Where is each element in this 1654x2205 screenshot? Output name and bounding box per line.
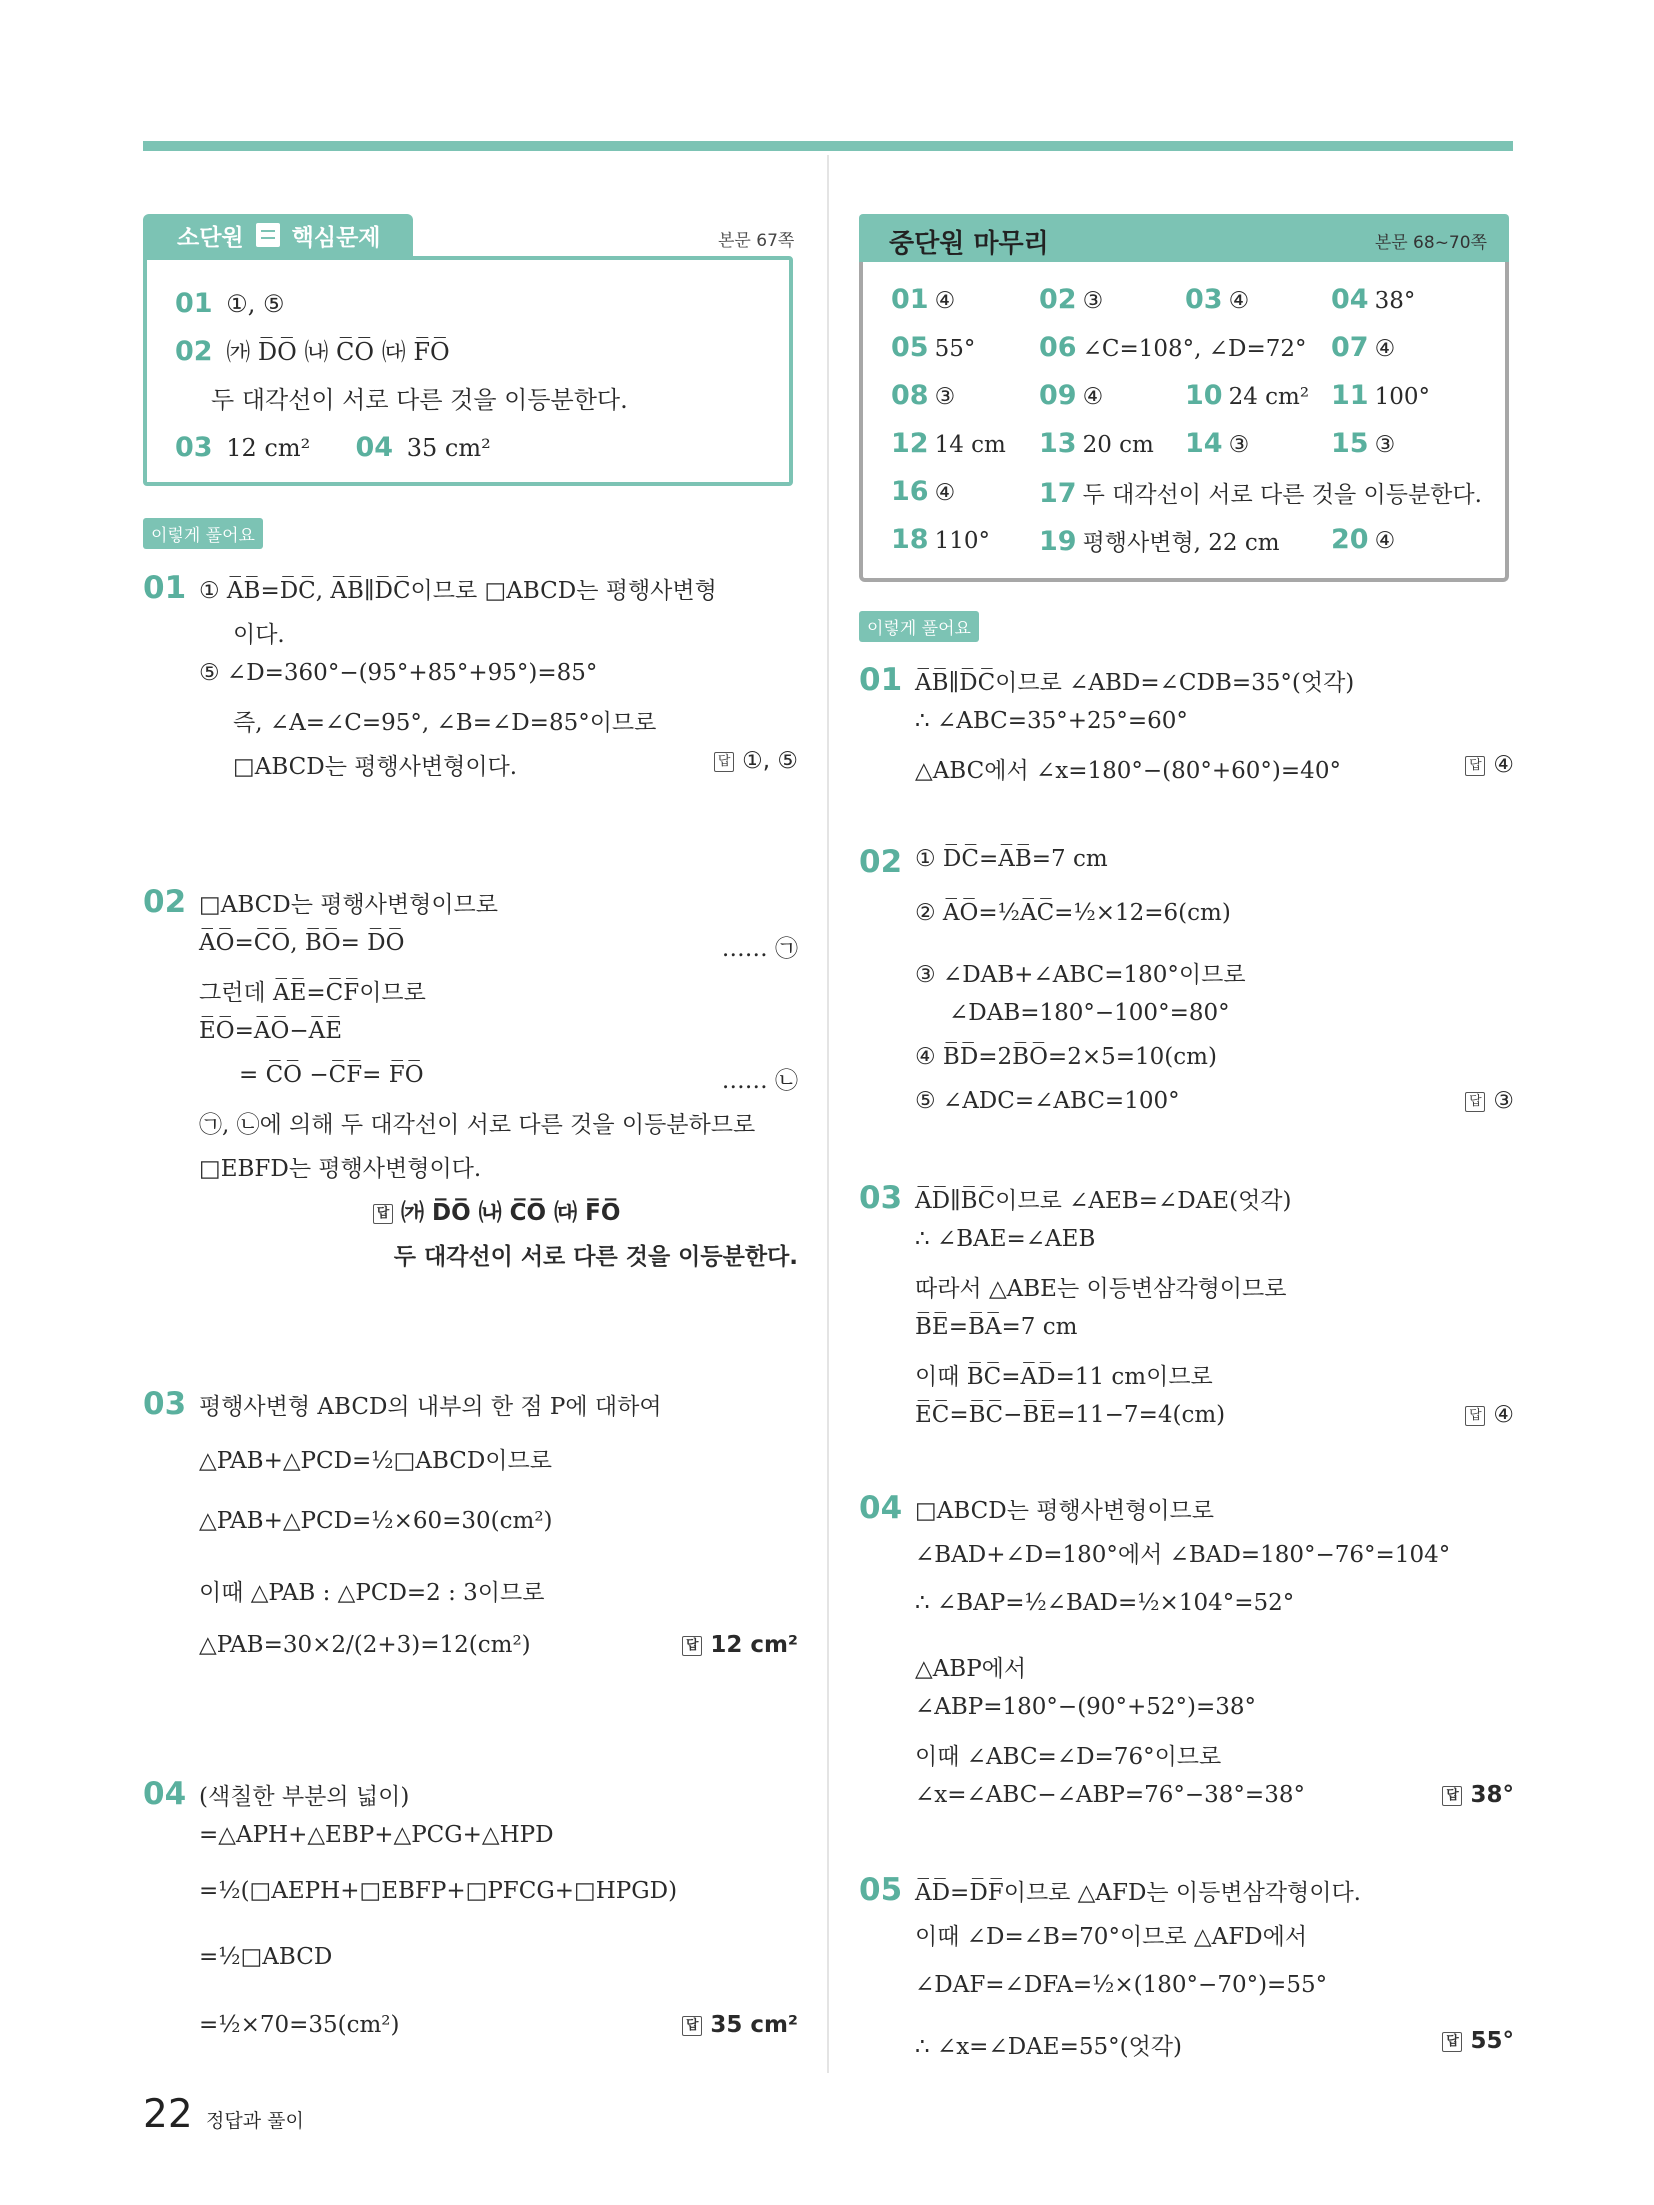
solution-line: ⑤ ∠ADC=∠ABC=100° [915, 1088, 1180, 1114]
answer-number: 01 [175, 288, 213, 319]
right-solution-01 [859, 662, 1514, 802]
solution-line: =½□ABCD [199, 1944, 333, 1970]
review-answer: 06 ∠C=108°, ∠D=72° [1039, 332, 1307, 363]
final-answer: 답 ④ [1465, 752, 1514, 778]
final-answer: 답 ④ [1465, 1402, 1514, 1428]
solution-line: ② A̅O̅=½A̅C̅=½×12=6(cm) [915, 900, 1231, 926]
review-answer: 11 100° [1331, 380, 1430, 411]
column-divider [827, 155, 829, 2073]
solution-line: B̅E̅=B̅A̅=7 cm [915, 1314, 1078, 1340]
solution-line: = C̅O̅ −C̅F̅= F̅O̅ [239, 1062, 424, 1088]
review-answer: 07 ④ [1331, 332, 1396, 363]
solution-number: 01 [143, 570, 187, 606]
answer-number: 03 [175, 432, 213, 463]
solution-line: =½(□AEPH+□EBFP+□PFCG+□HPGD) [199, 1878, 678, 1904]
answer-value: 두 대각선이 서로 다른 것을 이등분한다. [211, 386, 628, 414]
solution-label: 이렇게 풀어요 [143, 518, 263, 549]
final-answer: 답 ③ [1465, 1088, 1514, 1114]
solution-number: 01 [859, 662, 903, 698]
solution-line: A̅B̅∥D̅C̅이므로 ∠ABD=∠CDB=35°(엇각) [915, 670, 1355, 696]
small-unit-title: 핵심문제 [291, 224, 381, 251]
solution-line: ⑤ ∠D=360°−(95°+85°+95°)=85° [199, 660, 598, 686]
review-answer: 15 ③ [1331, 428, 1396, 459]
top-accent-bar [143, 141, 1513, 151]
review-answer: 16 ④ [891, 476, 956, 507]
solution-line: □EBFD는 평행사변형이다. [199, 1156, 482, 1182]
review-answer: 04 38° [1331, 284, 1416, 315]
final-answer: 답 ㈎ D̅O̅ ㈏ C̅O̅ ㈐ F̅O̅ [373, 1194, 620, 1227]
review-answer-box [859, 262, 1509, 582]
solution-line: A̅O̅=C̅O̅, B̅O̅= D̅O̅ [199, 930, 405, 956]
solution-line: △PAB+△PCD=½×60=30(cm²) [199, 1508, 553, 1534]
solution-line: ∴ ∠BAP=½∠BAD=½×104°=52° [915, 1590, 1295, 1616]
review-answer: 03 ④ [1185, 284, 1250, 315]
solution-line: △PAB+△PCD=½□ABCD이므로 [199, 1448, 552, 1474]
review-answer: 08 ③ [891, 380, 956, 411]
small-unit-page-ref: 본문 67쪽 [718, 231, 795, 251]
answer-line [175, 424, 761, 472]
review-answer: 09 ④ [1039, 380, 1104, 411]
solution-label: 이렇게 풀어요 [859, 611, 979, 642]
final-answer: 답 55° [1442, 2028, 1514, 2054]
review-answer: 19 평행사변형, 22 cm [1039, 526, 1280, 557]
solution-number: 05 [859, 1872, 903, 1908]
solution-line: ∠BAD+∠D=180°에서 ∠BAD=180°−76°=104° [915, 1542, 1451, 1568]
solution-line: =½×70=35(cm²) [199, 2012, 400, 2038]
solution-line: 이때 △PAB : △PCD=2 : 3이므로 [199, 1580, 545, 1606]
solution-line: =△APH+△EBP+△PCG+△HPD [199, 1822, 554, 1848]
solution-line: 이다. [233, 622, 285, 648]
solution-line: ㉠, ㉡에 의해 두 대각선이 서로 다른 것을 이등분하므로 [199, 1112, 756, 1138]
small-unit-prefix: 소단원 [177, 224, 244, 251]
final-answer: 답 12 cm² [682, 1632, 798, 1658]
equation-tag: …… ㉠ [721, 936, 798, 962]
solution-line: ∴ ∠BAE=∠AEB [915, 1226, 1096, 1252]
answer-line [175, 280, 761, 328]
review-answer: 20 ④ [1331, 524, 1396, 555]
solution-line: 이때 ∠D=∠B=70°이므로 △AFD에서 [915, 1924, 1308, 1950]
solution-line: A̅D̅=D̅F̅이므로 △AFD는 이등변삼각형이다. [915, 1880, 1361, 1906]
final-answer: 답 ①, ⑤ [714, 748, 798, 774]
solution-line: E̅O̅=A̅O̅−A̅E̅ [199, 1018, 343, 1044]
equation-tag: …… ㉡ [721, 1068, 798, 1094]
review-answer: 14 ③ [1185, 428, 1250, 459]
solution-number: 04 [143, 1776, 187, 1812]
solution-number: 03 [859, 1180, 903, 1216]
solution-line: □ABCD는 평행사변형이므로 [915, 1498, 1214, 1524]
review-answer: 18 110° [891, 524, 990, 555]
final-answer: 답 35 cm² [682, 2012, 798, 2038]
solution-line: ① A̅B̅=D̅C̅, A̅B̅∥D̅C̅이므로 □ABCD는 평행사변형 [199, 578, 717, 604]
solution-line: ∠DAB=180°−100°=80° [949, 1000, 1230, 1026]
answer-line [175, 328, 761, 376]
review-answer: 02 ③ [1039, 284, 1104, 315]
review-answer: 05 55° [891, 332, 976, 363]
review-page-ref: 본문 68~70쪽 [1374, 233, 1487, 253]
answer-value: 35 cm² [406, 434, 491, 462]
solution-line: ∠x=∠ABC−∠ABP=76°−38°=38° [915, 1782, 1305, 1808]
solution-line: ∠DAF=∠DFA=½×(180°−70°)=55° [915, 1972, 1328, 1998]
right-solution-02 [859, 844, 1514, 1134]
review-answer: 12 14 cm [891, 428, 1006, 459]
review-answer: 13 20 cm [1039, 428, 1154, 459]
solution-number: 04 [859, 1490, 903, 1526]
solution-number: 02 [859, 844, 903, 880]
right-solution-04 [859, 1490, 1514, 1820]
answer-number: 04 [355, 432, 394, 463]
solution-line: 평행사변형 ABCD의 내부의 한 점 P에 대하여 [199, 1394, 662, 1420]
book-icon [256, 223, 280, 247]
solution-line: □ABCD는 평행사변형이다. [233, 754, 518, 780]
solution-line: A̅D̅∥B̅C̅이므로 ∠AEB=∠DAE(엇각) [915, 1188, 1292, 1214]
answer-number: 02 [175, 336, 213, 367]
left-solution-04 [143, 1776, 798, 2076]
review-answer: 17 두 대각선이 서로 다른 것을 이등분한다. [1039, 478, 1482, 509]
left-solution-03 [143, 1386, 798, 1686]
right-solution-05 [859, 1872, 1514, 2072]
solution-line: ④ B̅D̅=2B̅O̅=2×5=10(cm) [915, 1044, 1217, 1070]
solution-line: 즉, ∠A=∠C=95°, ∠B=∠D=85°이므로 [233, 710, 657, 736]
solution-line: △ABC에서 ∠x=180°−(80°+60°)=40° [915, 758, 1341, 784]
solution-line: 따라서 △ABE는 이등변삼각형이므로 [915, 1276, 1287, 1302]
answer-value: ①, ⑤ [226, 290, 285, 318]
answer-value: ㈎ D̅O̅ ㈏ C̅O̅ ㈐ F̅O̅ [226, 338, 450, 366]
final-answer-text: 두 대각선이 서로 다른 것을 이등분한다. [393, 1244, 798, 1270]
solution-line: E̅C̅=B̅C̅−B̅E̅=11−7=4(cm) [915, 1402, 1226, 1428]
left-solution-01 [143, 570, 798, 790]
solution-line: 이때 ∠ABC=∠D=76°이므로 [915, 1744, 1222, 1770]
solution-number: 02 [143, 884, 187, 920]
solution-line: □ABCD는 평행사변형이므로 [199, 892, 498, 918]
page-number: 22 [143, 2092, 193, 2137]
mid-unit-review-header [859, 214, 1509, 262]
solution-line: ∠ABP=180°−(90°+52°)=38° [915, 1694, 1256, 1720]
solution-line: ① D̅C̅=A̅B̅=7 cm [915, 846, 1108, 872]
solution-line: 이때 B̅C̅=A̅D̅=11 cm이므로 [915, 1364, 1213, 1390]
small-unit-header [143, 214, 413, 256]
solution-line: △PAB=30×2/(2+3)=12(cm²) [199, 1632, 531, 1658]
review-answer: 10 24 cm² [1185, 380, 1310, 411]
solution-line: (색칠한 부분의 넓이) [199, 1784, 410, 1810]
solution-number: 03 [143, 1386, 187, 1422]
solution-line: △ABP에서 [915, 1656, 1027, 1682]
review-answer: 01 ④ [891, 284, 956, 315]
final-answer: 답 38° [1442, 1782, 1514, 1808]
right-solution-03 [859, 1180, 1514, 1450]
answer-value: 12 cm² [226, 434, 311, 462]
footer-label: 정답과 풀이 [206, 2110, 304, 2132]
left-solution-02 [143, 884, 798, 1270]
solution-line: ③ ∠DAB+∠ABC=180°이므로 [915, 962, 1246, 988]
review-title: 중단원 마무리 [889, 229, 1049, 259]
answer-line [175, 376, 761, 424]
solution-line: ∴ ∠x=∠DAE=55°(엇각) [915, 2034, 1182, 2060]
core-problems-answer-box [143, 256, 793, 486]
solution-line: 그런데 A̅E̅=C̅F̅이므로 [199, 980, 426, 1006]
solution-line: ∴ ∠ABC=35°+25°=60° [915, 708, 1188, 734]
